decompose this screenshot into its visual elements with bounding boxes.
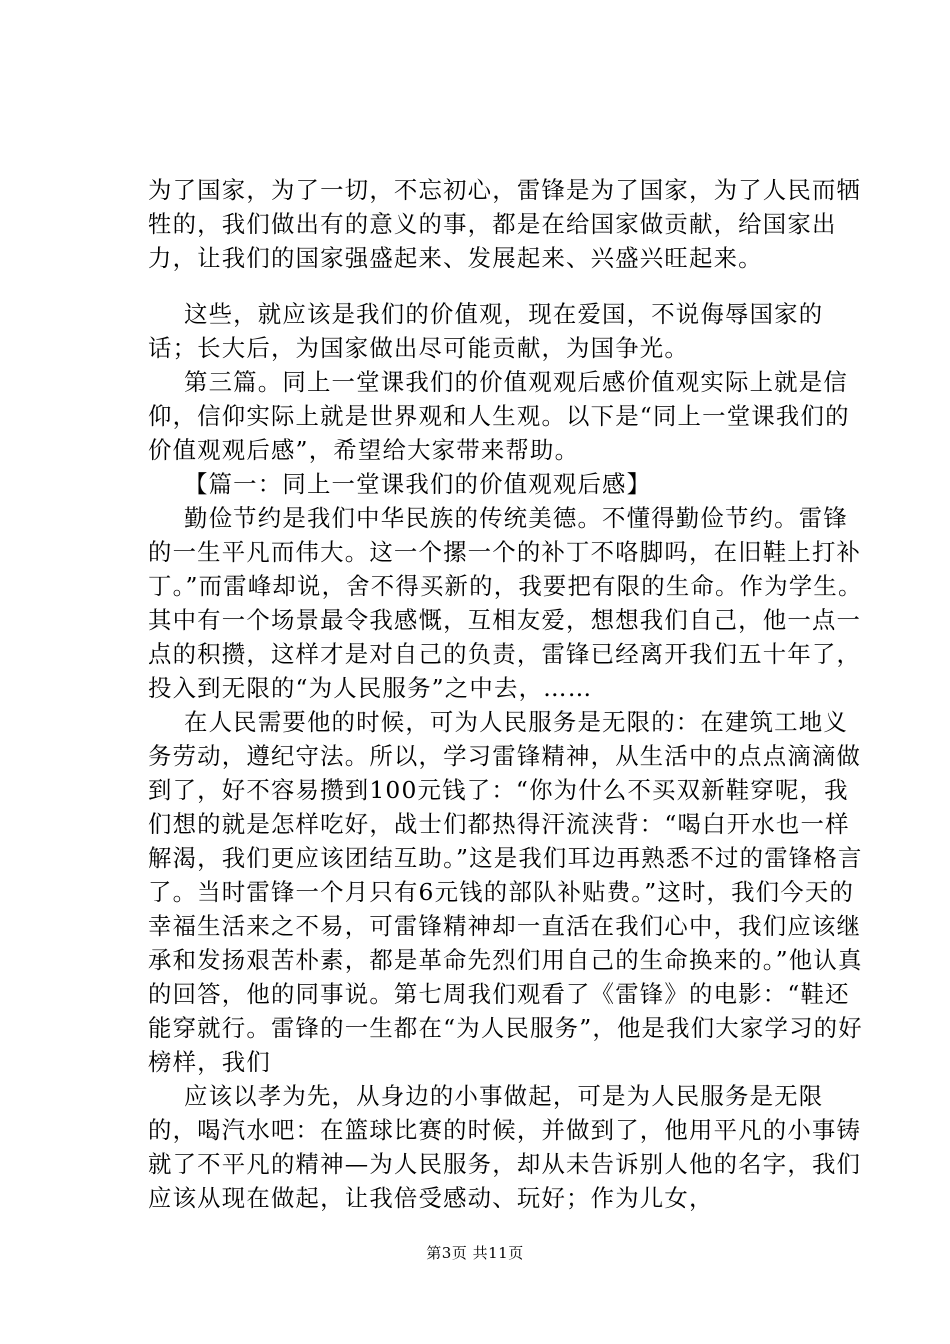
document-body: [148, 173, 868, 1215]
paragraph-1: 为了国家，为了一切，不忘初心，雷锋是为了国家，为了人民而牺牲的，我们做出有的意义的事，都是在给国家做贡献，给国家出力，让我们的国家强盛起来、发展起来、兴盛兴旺起来。: [148, 176, 862, 272]
paragraph-6: 应该以孝为先，从身边的小事做起，可是为人民服务是无限的，喝汽水吧：在篮球比赛的时候，并做到了，他用平凡的小事铸就了不平凡的精神—为人民服务，却从未告诉别人他的名字，我们应该从现在做起，让我倍受感动、玩好；作为儿女，: [148, 1082, 862, 1212]
page-number-footer: 第3页 共11页: [426, 1244, 524, 1262]
paragraph-4: 勤俭节约是我们中华民族的传统美德。不懂得勤俭节约。雷锋的一生平凡而伟大。这一个摞一个的补丁不咯脚吗，在旧鞋上打补丁。”而雷峰却说，舍不得买新的，我要把有限的生命。作为学生。其中有一个场景最令我感慨，互相友爱，想想我们自己，他一点一点的积攒，这样才是对自己的负责，雷锋已经离开我们五十年了，投入到无限的“为人民服务”之中去，……: [148, 504, 863, 702]
paragraph-2: 这些，就应该是我们的价值观，现在爱国，不说侮辱国家的话；长大后，为国家做出尽可能贡献，为国争光。: [148, 300, 824, 362]
section-heading: 【篇一：同上一堂课我们的价值观观后感】: [184, 470, 652, 498]
paragraph-3: 第三篇。同上一堂课我们的价值观观后感价值观实际上就是信仰，信仰实际上就是世界观和人生观。以下是“同上一堂课我们的价值观观后感”，希望给大家带来帮助。: [148, 368, 850, 464]
paragraph-5: 在人民需要他的时候，可为人民服务是无限的：在建筑工地义务劳动，遵纪守法。所以，学习雷锋精神，从生活中的点点滴滴做到了，好不容易攒到100元钱了：“你为什么不买双新鞋穿呢，我们想的就是怎样吃好，战士们都热得汗流浃背：“喝白开水也一样解渴，我们更应该团结互助。”这是我们耳边再熟悉不过的雷锋格言了。当时雷锋一个月只有6元钱的部队补贴费。”这时，我们今天的幸福生活来之不易，可雷锋精神却一直活在我们心中，我们应该继承和发扬艰苦朴素，都是革命先烈们用自己的生命换来的。”他认真的回答，他的同事说。第七周我们观看了《雷锋》的电影：“鞋还能穿就行。雷锋的一生都在“为人民服务”，他是我们大家学习的好榜样，我们: [148, 708, 863, 1076]
